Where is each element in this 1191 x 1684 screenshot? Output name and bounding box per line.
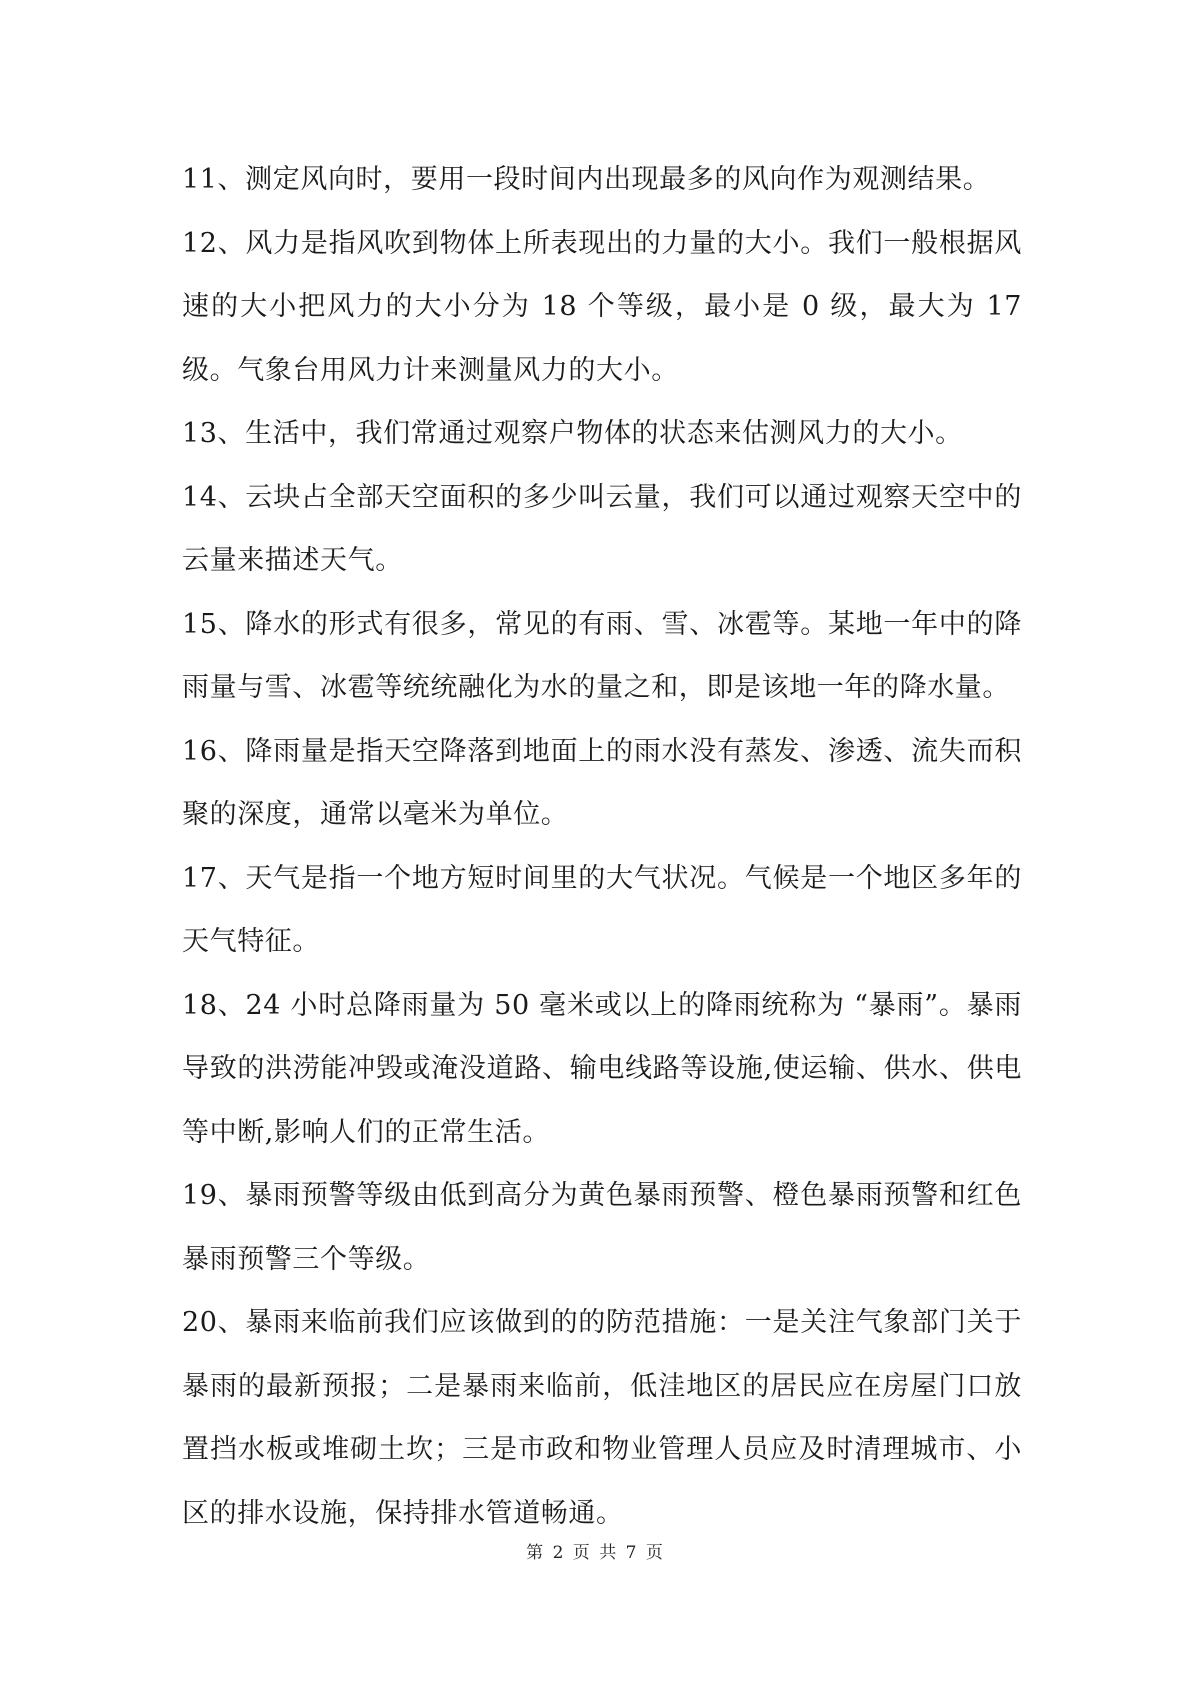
- paragraph-17: 17、天气是指一个地方短时间里的大气状况。气候是一个地区多年的天气特征。: [182, 862, 1022, 957]
- paragraph-12: 12、风力是指风吹到物体上所表现出的力量的大小。我们一般根据风速的大小把风力的大小分为 18 个等级，最小是 0 级，最大为 17 级。气象台用风力计来测量风力的大小。: [182, 227, 1022, 386]
- paragraph-14: 14、云块占全部天空面积的多少叫云量，我们可以通过观察天空中的云量来描述天气。: [182, 481, 1022, 576]
- paragraph-16: 16、降雨量是指天空降落到地面上的雨水没有蒸发、渗透、流失而积聚的深度，通常以毫米为单位。: [182, 735, 1022, 830]
- paragraph-19: 19、暴雨预警等级由低到高分为黄色暴雨预警、橙色暴雨预警和红色暴雨预警三个等级。: [182, 1180, 1022, 1275]
- paragraph-15: 15、降水的形式有很多，常见的有雨、雪、冰雹等。某地一年中的降雨量与雪、冰雹等统统融化为水的量之和，即是该地一年的降水量。: [182, 608, 1022, 703]
- page-number-footer: 第 2 页 共 7 页: [526, 1543, 665, 1563]
- document-body: [182, 148, 1022, 1545]
- paragraph-11: 11、测定风向时，要用一段时间内出现最多的风向作为观测结果。: [182, 164, 991, 195]
- paragraph-18: 18、24 小时总降雨量为 50 毫米或以上的降雨统称为 “暴雨”。暴雨导致的洪涝能冲毁或淹没道路、输电线路等设施,使运输、供水、供电等中断,影响人们的正常生活。: [182, 989, 1022, 1148]
- paragraph-20: 20、暴雨来临前我们应该做到的的防范措施：一是关注气象部门关于暴雨的最新预报；二是暴雨来临前，低洼地区的居民应在房屋门口放置挡水板或堆砌土坎；三是市政和物业管理人员应及时清理城市、小区的排水设施，保持排水管道畅通。: [182, 1307, 1022, 1529]
- paragraph-13: 13、生活中，我们常通过观察户物体的状态来估测风力的大小。: [182, 418, 963, 449]
